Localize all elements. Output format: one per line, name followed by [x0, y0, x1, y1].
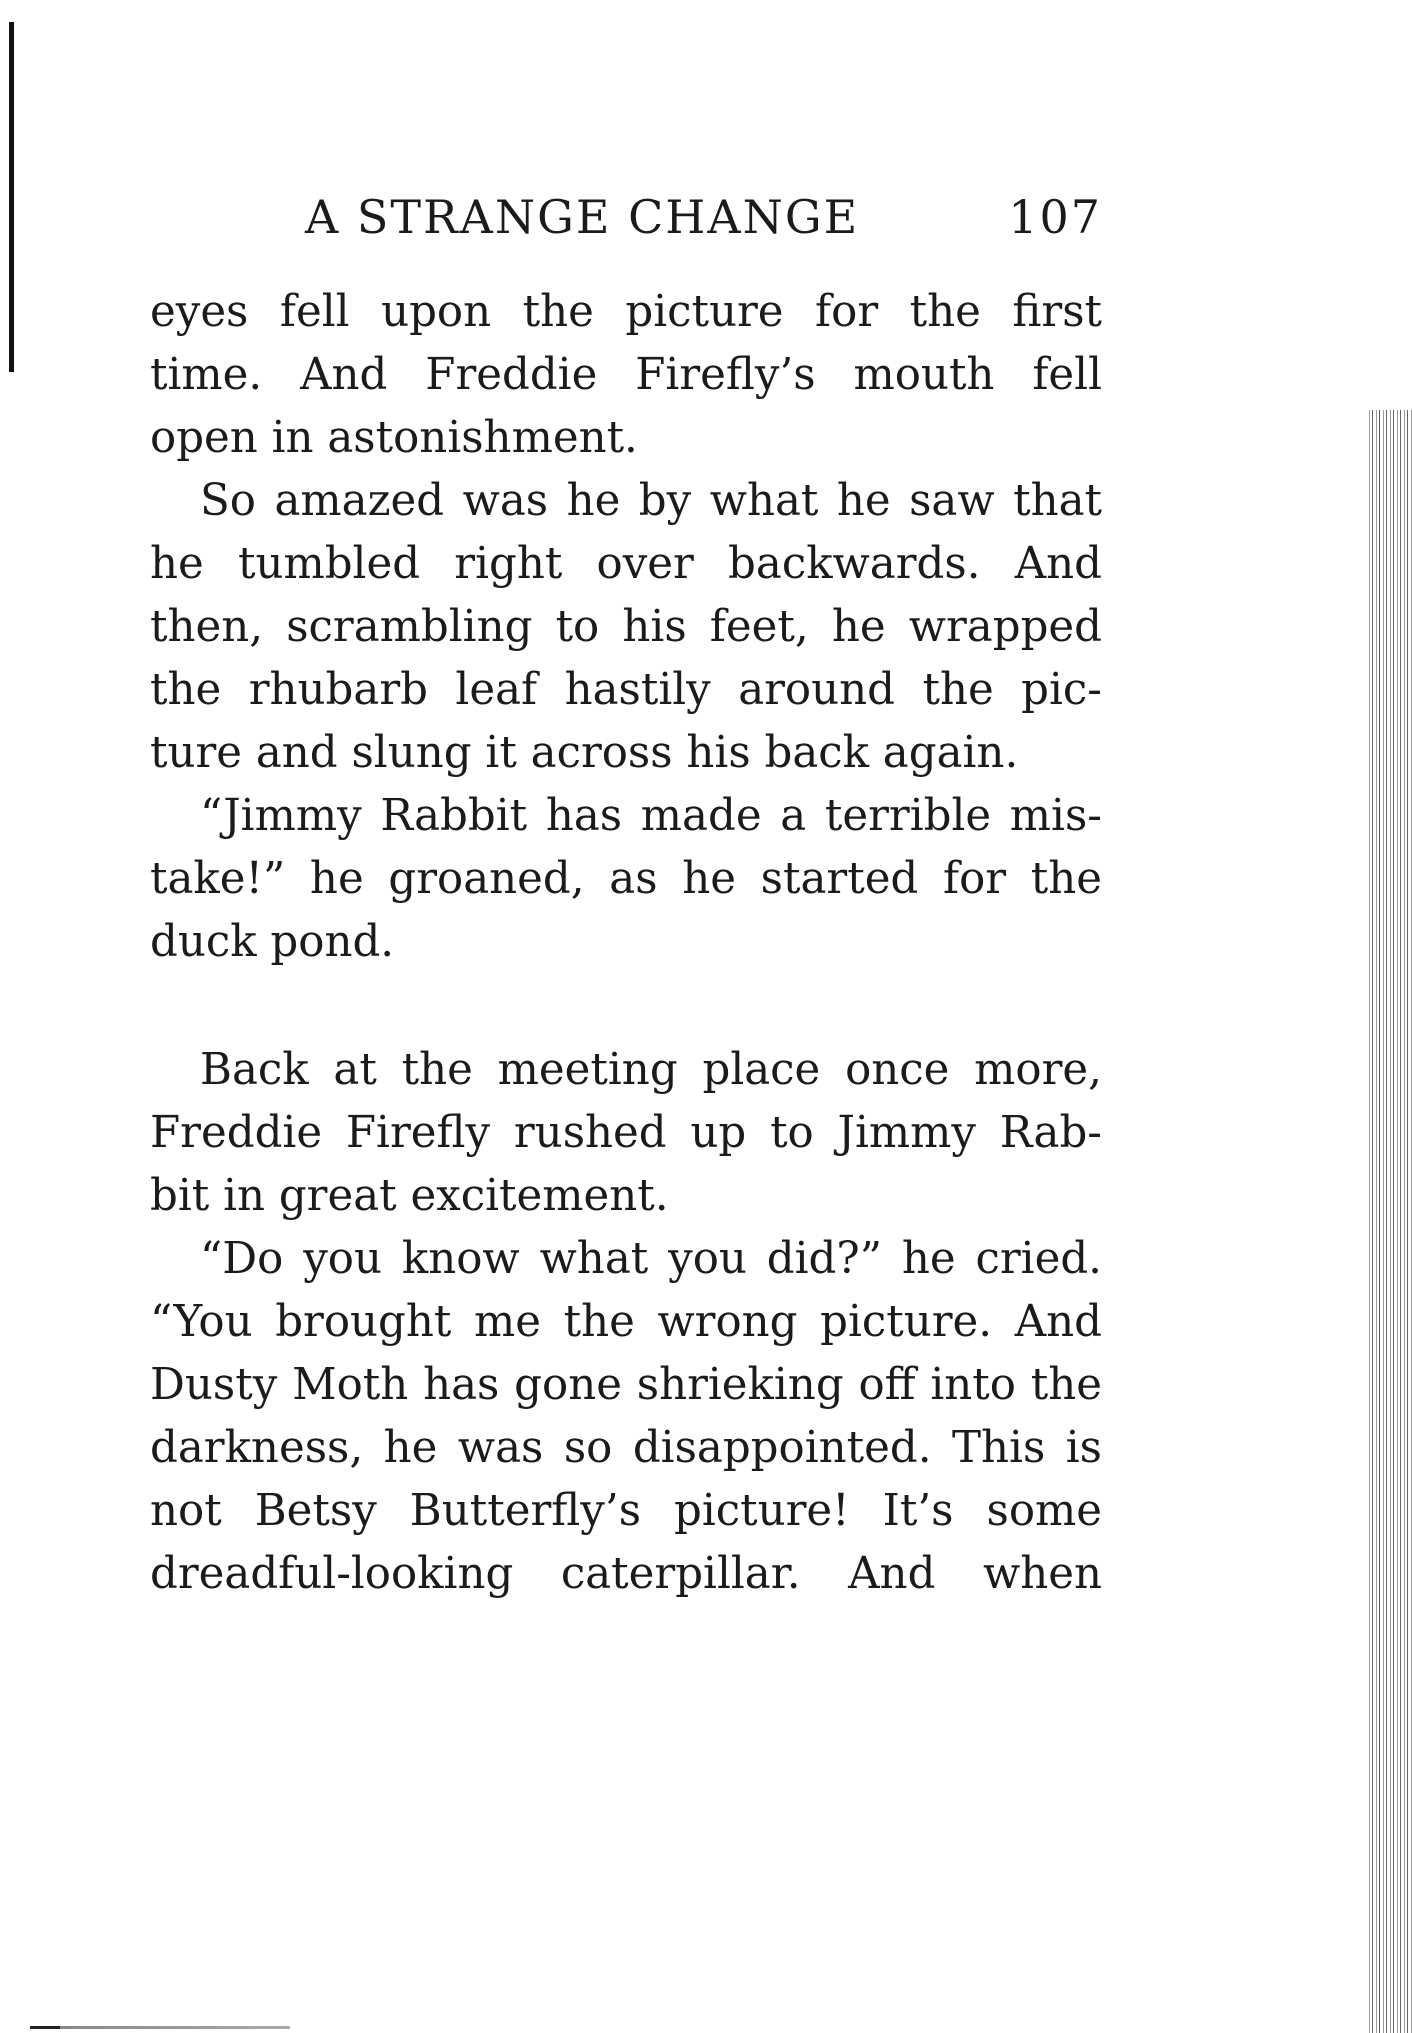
text-line: dreadful-looking caterpillar. And when [150, 1549, 1102, 1599]
text-line: time. And Freddie Firefly’s mouth fell [150, 350, 1102, 400]
text-line: the rhubarb leaf hastily around the pic- [150, 665, 1102, 715]
text-line: “Do you know what you did?” he cried. [200, 1234, 1102, 1284]
text-line: eyes fell upon the picture for the first [150, 287, 1102, 337]
text-line: bit in great excitement. [150, 1171, 669, 1221]
text-line: ture and slung it across his back again. [150, 728, 1019, 778]
bottom-edge-mark [30, 2026, 290, 2029]
text-line: take!” he groaned, as he started for the [150, 854, 1102, 904]
text-line: Freddie Firefly rushed up to Jimmy Rab- [150, 1108, 1102, 1158]
text-line: Back at the meeting place once more, [200, 1045, 1102, 1095]
text-line: then, scrambling to his feet, he wrapped [150, 602, 1102, 652]
text-line: “You brought me the wrong picture. And [150, 1297, 1102, 1347]
text-line: he tumbled right over backwards. And [150, 539, 1102, 589]
text-line: open in astonishment. [150, 413, 638, 463]
chapter-title: A STRANGE CHANGE [305, 190, 860, 244]
text-line: Dusty Moth has gone shrieking off into the [150, 1360, 1102, 1410]
text-line: darkness, he was so disappointed. This is [150, 1423, 1102, 1473]
binding-edge [9, 22, 14, 372]
text-line: So amazed was he by what he saw that [200, 476, 1102, 526]
text-line: not Betsy Butterfly’s picture! It’s some [150, 1486, 1102, 1536]
running-head [150, 190, 1102, 260]
text-line: “Jimmy Rabbit has made a terrible mis- [200, 791, 1102, 841]
page-edge-shadow [1366, 410, 1412, 2033]
text-line: duck pond. [150, 917, 395, 967]
page-number: 107 [1008, 190, 1102, 244]
